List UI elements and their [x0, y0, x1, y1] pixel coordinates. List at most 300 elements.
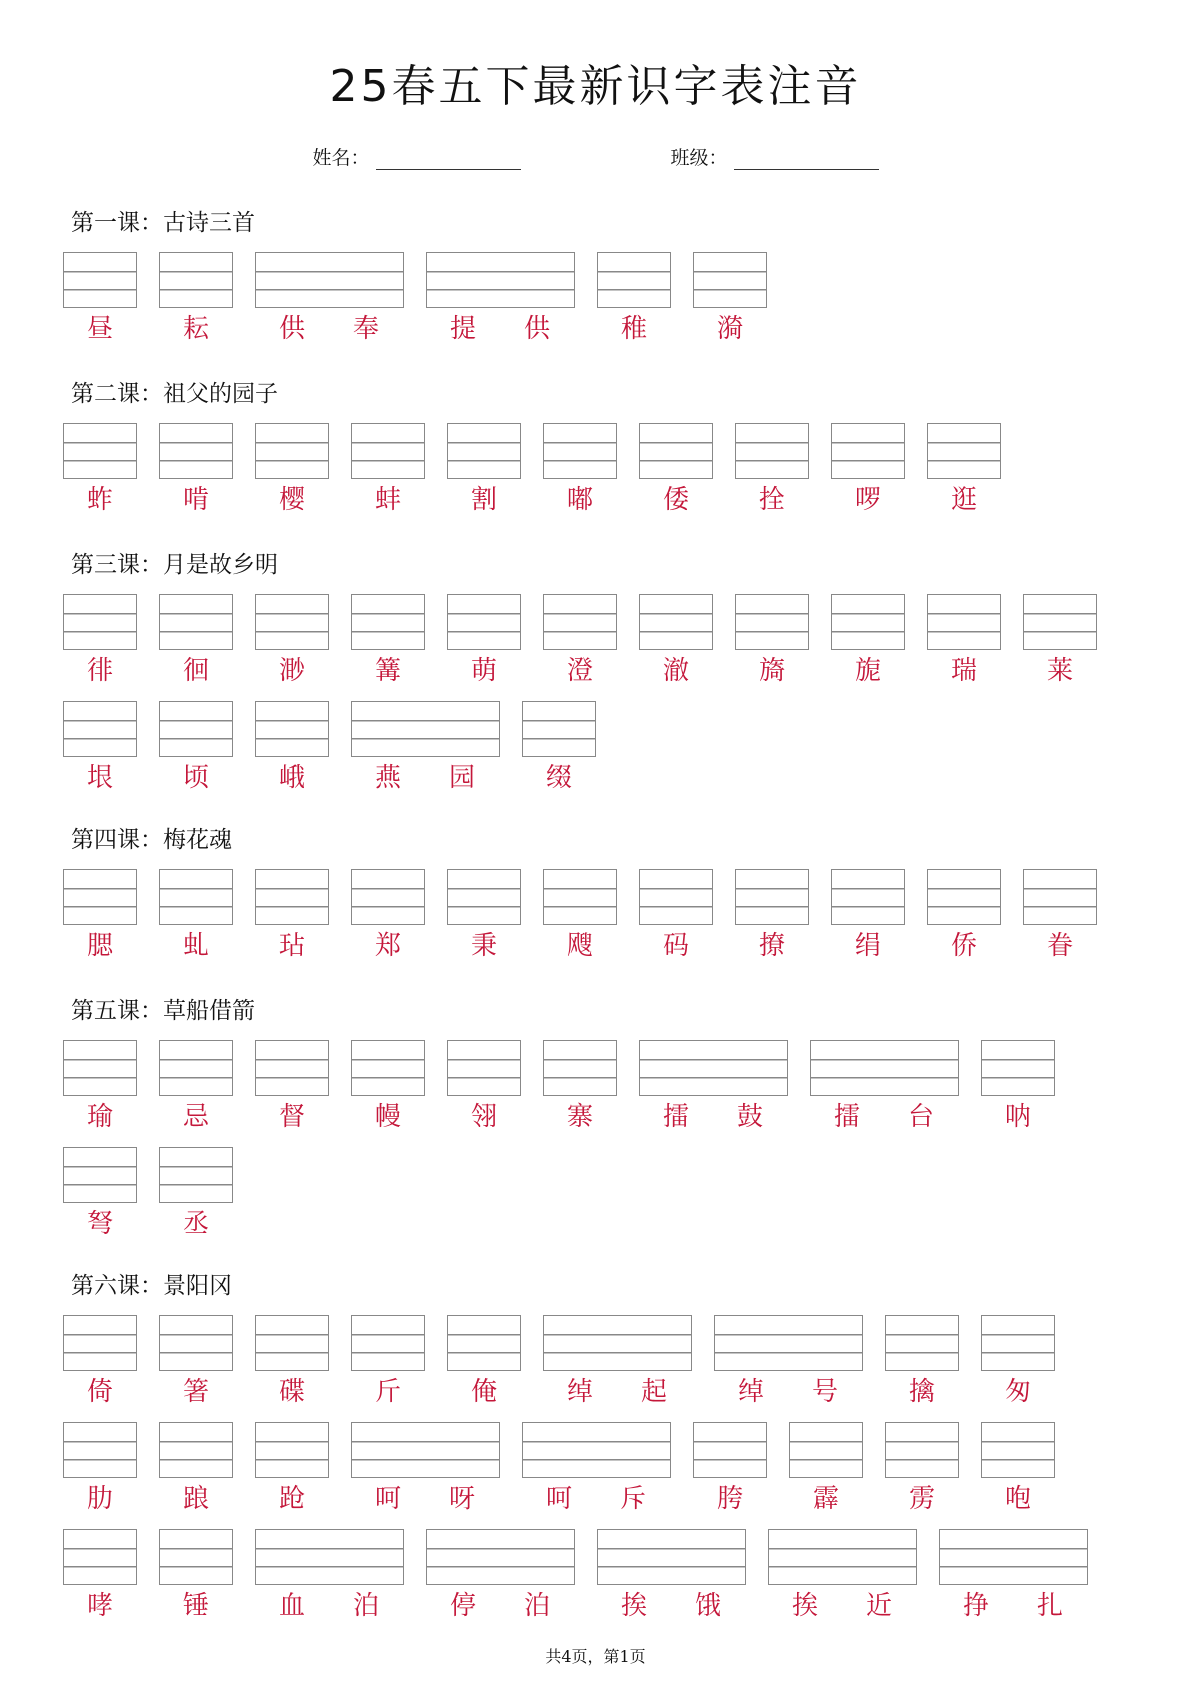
lesson-title: 第三课：月是故乡明 — [71, 552, 278, 578]
lesson-section — [63, 1271, 1088, 1625]
pinyin-writing-box[interactable] — [447, 423, 521, 479]
hanzi-char: 霹 — [812, 1484, 839, 1514]
word-item — [255, 252, 404, 348]
hanzi-char: 弩 — [86, 1209, 113, 1239]
pinyin-writing-box[interactable] — [768, 1529, 917, 1585]
word-chars — [810, 1100, 959, 1136]
word-item — [351, 1040, 425, 1136]
word-row — [63, 1040, 1055, 1136]
word-item — [831, 869, 905, 965]
word-chars — [543, 929, 617, 965]
word-chars — [426, 1589, 575, 1625]
word-chars — [255, 1589, 404, 1625]
word-item — [351, 701, 500, 797]
name-label: 姓名： — [312, 147, 370, 169]
pinyin-writing-box[interactable] — [543, 1040, 617, 1096]
hanzi-char: 哮 — [86, 1591, 113, 1621]
word-chars — [63, 312, 137, 348]
hanzi-char: 嘟 — [566, 485, 593, 515]
word-chars — [927, 654, 1001, 690]
word-item — [597, 1529, 746, 1625]
pinyin-writing-box[interactable] — [255, 1315, 329, 1371]
hanzi-char: 鼓 — [736, 1102, 763, 1132]
word-chars — [255, 929, 329, 965]
word-item — [159, 1422, 233, 1518]
hanzi-char: 秉 — [470, 931, 497, 961]
pinyin-writing-box[interactable] — [351, 1040, 425, 1096]
pinyin-writing-box[interactable] — [159, 701, 233, 757]
student-info — [0, 143, 1191, 170]
lesson-section — [63, 208, 767, 348]
lesson-title: 第一课：古诗三首 — [71, 210, 255, 236]
word-item — [159, 1315, 233, 1411]
hanzi-char: 碟 — [278, 1377, 305, 1407]
word-chars — [63, 1589, 137, 1625]
word-chars — [447, 1375, 521, 1411]
pinyin-writing-box[interactable] — [255, 1422, 329, 1478]
word-item — [351, 869, 425, 965]
hanzi-char: 顷 — [182, 763, 209, 793]
word-chars — [63, 654, 137, 690]
word-chars — [597, 1589, 746, 1625]
pinyin-writing-box[interactable] — [927, 594, 1001, 650]
pinyin-writing-box[interactable] — [159, 1529, 233, 1585]
lesson-title: 第六课：景阳冈 — [71, 1273, 232, 1299]
word-chars — [351, 929, 425, 965]
word-chars — [981, 1100, 1055, 1136]
pinyin-writing-box[interactable] — [735, 423, 809, 479]
word-item — [63, 594, 137, 690]
pinyin-writing-box[interactable] — [693, 252, 767, 308]
word-chars — [426, 312, 575, 348]
word-item — [735, 423, 809, 519]
pinyin-writing-box[interactable] — [522, 701, 596, 757]
pinyin-writing-box[interactable] — [63, 252, 137, 308]
pinyin-writing-box[interactable] — [693, 1422, 767, 1478]
hanzi-char: 燕 — [374, 763, 401, 793]
pinyin-writing-box[interactable] — [543, 869, 617, 925]
pinyin-writing-box[interactable] — [351, 594, 425, 650]
hanzi-char: 啰 — [854, 485, 881, 515]
hanzi-char: 腮 — [86, 931, 113, 961]
pinyin-writing-box[interactable] — [63, 1529, 137, 1585]
hanzi-char: 漪 — [716, 314, 743, 344]
pinyin-writing-box[interactable] — [981, 1040, 1055, 1096]
pinyin-writing-box[interactable] — [159, 252, 233, 308]
word-item — [159, 1147, 233, 1243]
pinyin-writing-box[interactable] — [1023, 594, 1097, 650]
hanzi-char: 踉 — [182, 1484, 209, 1514]
word-row — [63, 423, 1001, 519]
pinyin-writing-box[interactable] — [735, 869, 809, 925]
word-item — [63, 252, 137, 348]
pinyin-writing-box[interactable] — [981, 1422, 1055, 1478]
word-chars — [543, 483, 617, 519]
hanzi-char: 泊 — [523, 1591, 550, 1621]
word-item — [63, 1529, 137, 1625]
word-chars — [831, 929, 905, 965]
word-item — [159, 1040, 233, 1136]
pinyin-writing-box[interactable] — [1023, 869, 1097, 925]
pinyin-writing-box[interactable] — [159, 1040, 233, 1096]
word-item — [522, 1422, 671, 1518]
hanzi-char: 眷 — [1046, 931, 1073, 961]
page-title: 25春五下最新识字表注音 — [329, 61, 862, 112]
pinyin-writing-box[interactable] — [810, 1040, 959, 1096]
pinyin-writing-box[interactable] — [639, 1040, 788, 1096]
pinyin-writing-box[interactable] — [426, 1529, 575, 1585]
hanzi-char: 码 — [662, 931, 689, 961]
name-blank[interactable] — [376, 149, 521, 170]
word-chars — [981, 1482, 1055, 1518]
hanzi-char: 耘 — [182, 314, 209, 344]
pinyin-writing-box[interactable] — [255, 1040, 329, 1096]
word-item — [522, 701, 596, 797]
word-item — [426, 1529, 575, 1625]
word-item — [714, 1315, 863, 1411]
word-chars — [255, 761, 329, 797]
hanzi-char: 斥 — [619, 1484, 646, 1514]
word-row — [63, 252, 767, 348]
hanzi-char: 旎 — [854, 656, 881, 686]
word-item — [447, 594, 521, 690]
hanzi-char: 园 — [448, 763, 475, 793]
word-chars — [639, 1100, 788, 1136]
pinyin-writing-box[interactable] — [159, 1422, 233, 1478]
word-item — [63, 1422, 137, 1518]
word-chars — [543, 1375, 692, 1411]
word-row — [63, 1529, 1088, 1625]
word-item — [597, 252, 671, 348]
lesson-title: 第五课：草船借箭 — [71, 998, 255, 1024]
word-chars — [522, 761, 596, 797]
word-chars — [522, 1482, 671, 1518]
word-item — [351, 1422, 500, 1518]
word-chars — [159, 654, 233, 690]
word-chars — [63, 929, 137, 965]
hanzi-char: 澄 — [566, 656, 593, 686]
word-chars — [159, 1482, 233, 1518]
word-item — [735, 594, 809, 690]
pinyin-writing-box[interactable] — [543, 423, 617, 479]
word-item — [63, 1147, 137, 1243]
hanzi-char: 呵 — [374, 1484, 401, 1514]
pinyin-writing-box[interactable] — [159, 869, 233, 925]
word-item — [1023, 869, 1097, 965]
word-chars — [159, 1375, 233, 1411]
hanzi-char: 箸 — [182, 1377, 209, 1407]
word-chars — [351, 1375, 425, 1411]
word-chars — [351, 1100, 425, 1136]
pinyin-writing-box[interactable] — [159, 1315, 233, 1371]
pinyin-writing-box[interactable] — [597, 252, 671, 308]
hanzi-char: 绰 — [566, 1377, 593, 1407]
pinyin-writing-box[interactable] — [159, 1147, 233, 1203]
pinyin-writing-box[interactable] — [426, 252, 575, 308]
word-item — [927, 423, 1001, 519]
class-field[interactable] — [671, 143, 879, 170]
word-chars — [735, 929, 809, 965]
pinyin-writing-box[interactable] — [447, 869, 521, 925]
word-chars — [255, 312, 404, 348]
hanzi-char: 玷 — [278, 931, 305, 961]
word-item — [351, 423, 425, 519]
hanzi-char: 咆 — [1004, 1484, 1031, 1514]
hanzi-char: 督 — [278, 1102, 305, 1132]
hanzi-char: 扎 — [1036, 1591, 1063, 1621]
word-chars — [159, 483, 233, 519]
word-item — [426, 252, 575, 348]
hanzi-char: 徊 — [182, 656, 209, 686]
pinyin-writing-box[interactable] — [159, 594, 233, 650]
name-field[interactable] — [312, 143, 520, 170]
word-item — [255, 594, 329, 690]
pinyin-writing-box[interactable] — [885, 1315, 959, 1371]
pinyin-writing-box[interactable] — [63, 423, 137, 479]
word-chars — [447, 654, 521, 690]
word-item — [639, 423, 713, 519]
word-item — [639, 594, 713, 690]
hanzi-char: 雳 — [908, 1484, 935, 1514]
hanzi-char: 胯 — [716, 1484, 743, 1514]
pinyin-writing-box[interactable] — [639, 594, 713, 650]
word-chars — [768, 1589, 917, 1625]
pinyin-writing-box[interactable] — [597, 1529, 746, 1585]
hanzi-char: 饿 — [694, 1591, 721, 1621]
word-item — [543, 423, 617, 519]
word-chars — [159, 1589, 233, 1625]
pinyin-writing-box[interactable] — [981, 1315, 1055, 1371]
word-chars — [693, 1482, 767, 1518]
word-item — [159, 252, 233, 348]
word-item — [639, 869, 713, 965]
word-item — [63, 1040, 137, 1136]
pinyin-writing-box[interactable] — [351, 1422, 500, 1478]
lesson-section — [63, 379, 1001, 519]
hanzi-char: 蚌 — [374, 485, 401, 515]
pinyin-writing-box[interactable] — [927, 869, 1001, 925]
word-chars — [831, 654, 905, 690]
word-row — [63, 1422, 1088, 1518]
word-item — [1023, 594, 1097, 690]
word-item — [543, 594, 617, 690]
word-chars — [63, 1207, 137, 1243]
pinyin-writing-box[interactable] — [351, 701, 500, 757]
pinyin-writing-box[interactable] — [831, 869, 905, 925]
pinyin-writing-box[interactable] — [927, 423, 1001, 479]
word-chars — [63, 1100, 137, 1136]
word-chars — [639, 654, 713, 690]
hanzi-char: 澈 — [662, 656, 689, 686]
word-item — [255, 1040, 329, 1136]
word-item — [981, 1422, 1055, 1518]
word-item — [447, 423, 521, 519]
word-chars — [351, 654, 425, 690]
hanzi-char: 萌 — [470, 656, 497, 686]
word-item — [63, 1315, 137, 1411]
word-item — [831, 423, 905, 519]
word-item — [447, 1315, 521, 1411]
word-item — [351, 1315, 425, 1411]
word-item — [63, 869, 137, 965]
word-item — [255, 1422, 329, 1518]
hanzi-char: 斤 — [374, 1377, 401, 1407]
pinyin-writing-box[interactable] — [63, 701, 137, 757]
pinyin-writing-box[interactable] — [255, 701, 329, 757]
word-row — [63, 869, 1097, 965]
word-item — [447, 1040, 521, 1136]
hanzi-char: 稚 — [620, 314, 647, 344]
pinyin-writing-box[interactable] — [255, 869, 329, 925]
word-chars — [447, 483, 521, 519]
lesson-section — [63, 550, 1097, 797]
pinyin-writing-box[interactable] — [447, 594, 521, 650]
hanzi-char: 瑞 — [950, 656, 977, 686]
hanzi-char: 近 — [865, 1591, 892, 1621]
hanzi-char: 呐 — [1004, 1102, 1031, 1132]
pinyin-writing-box[interactable] — [63, 1040, 137, 1096]
hanzi-char: 渺 — [278, 656, 305, 686]
word-item — [351, 594, 425, 690]
pinyin-writing-box[interactable] — [63, 869, 137, 925]
pinyin-writing-box[interactable] — [159, 423, 233, 479]
pinyin-writing-box[interactable] — [63, 1315, 137, 1371]
pinyin-writing-box[interactable] — [447, 1315, 521, 1371]
hanzi-char: 寨 — [566, 1102, 593, 1132]
word-item — [159, 423, 233, 519]
word-item — [939, 1529, 1088, 1625]
hanzi-char: 供 — [523, 314, 550, 344]
word-chars — [639, 483, 713, 519]
hanzi-char: 倚 — [86, 1377, 113, 1407]
word-item — [927, 869, 1001, 965]
pinyin-writing-box[interactable] — [351, 869, 425, 925]
hanzi-char: 峨 — [278, 763, 305, 793]
pinyin-writing-box[interactable] — [351, 1315, 425, 1371]
word-chars — [255, 1100, 329, 1136]
lesson-title: 第二课：祖父的园子 — [71, 381, 278, 407]
pinyin-writing-box[interactable] — [63, 1422, 137, 1478]
lesson-section — [63, 825, 1097, 965]
hanzi-char: 倭 — [662, 485, 689, 515]
word-chars — [351, 1482, 500, 1518]
word-item — [159, 1529, 233, 1625]
hanzi-char: 肋 — [86, 1484, 113, 1514]
pinyin-writing-box[interactable] — [939, 1529, 1088, 1585]
word-item — [693, 1422, 767, 1518]
hanzi-char: 幔 — [374, 1102, 401, 1132]
pinyin-writing-box[interactable] — [639, 869, 713, 925]
word-chars — [351, 483, 425, 519]
word-row — [63, 594, 1097, 690]
word-chars — [159, 312, 233, 348]
pinyin-writing-box[interactable] — [831, 423, 905, 479]
hanzi-char: 呀 — [448, 1484, 475, 1514]
hanzi-char: 擂 — [833, 1102, 860, 1132]
pinyin-writing-box[interactable] — [447, 1040, 521, 1096]
pinyin-writing-box[interactable] — [522, 1422, 671, 1478]
hanzi-char: 号 — [811, 1377, 838, 1407]
word-item — [255, 1529, 404, 1625]
word-chars — [1023, 654, 1097, 690]
word-chars — [447, 929, 521, 965]
pinyin-writing-box[interactable] — [735, 594, 809, 650]
word-chars — [735, 654, 809, 690]
word-chars — [1023, 929, 1097, 965]
word-item — [159, 869, 233, 965]
word-chars — [255, 1482, 329, 1518]
lesson-title: 第四课：梅花魂 — [71, 827, 232, 853]
hanzi-char: 绢 — [854, 931, 881, 961]
hanzi-char: 郑 — [374, 931, 401, 961]
word-chars — [159, 1207, 233, 1243]
word-chars — [939, 1589, 1088, 1625]
word-item — [159, 701, 233, 797]
word-row — [63, 701, 1097, 797]
word-item — [735, 869, 809, 965]
word-item — [927, 594, 1001, 690]
hanzi-char: 挨 — [791, 1591, 818, 1621]
pinyin-writing-box[interactable] — [255, 423, 329, 479]
word-item — [543, 1040, 617, 1136]
pinyin-writing-box[interactable] — [63, 594, 137, 650]
word-item — [63, 701, 137, 797]
hanzi-char: 丞 — [182, 1209, 209, 1239]
pinyin-writing-box[interactable] — [885, 1422, 959, 1478]
word-chars — [543, 654, 617, 690]
pinyin-writing-box[interactable] — [543, 1315, 692, 1371]
word-chars — [981, 1375, 1055, 1411]
word-chars — [159, 929, 233, 965]
lesson-section — [63, 996, 1055, 1243]
hanzi-char: 昼 — [86, 314, 113, 344]
word-item — [810, 1040, 959, 1136]
hanzi-char: 虬 — [182, 931, 209, 961]
pinyin-writing-box[interactable] — [255, 594, 329, 650]
hanzi-char: 篝 — [374, 656, 401, 686]
pinyin-writing-box[interactable] — [351, 423, 425, 479]
word-chars — [159, 761, 233, 797]
pinyin-writing-box[interactable] — [831, 594, 905, 650]
word-chars — [255, 1375, 329, 1411]
hanzi-char: 跄 — [278, 1484, 305, 1514]
pinyin-writing-box[interactable] — [255, 1529, 404, 1585]
hanzi-char: 泊 — [352, 1591, 379, 1621]
pinyin-writing-box[interactable] — [639, 423, 713, 479]
word-chars — [885, 1375, 959, 1411]
pinyin-writing-box[interactable] — [63, 1147, 137, 1203]
word-row — [63, 1315, 1088, 1411]
hanzi-char: 奉 — [352, 314, 379, 344]
word-chars — [789, 1482, 863, 1518]
word-item — [981, 1315, 1055, 1411]
class-blank[interactable] — [734, 149, 879, 170]
hanzi-char: 啃 — [182, 485, 209, 515]
pinyin-writing-box[interactable] — [789, 1422, 863, 1478]
hanzi-char: 拴 — [758, 485, 785, 515]
hanzi-char: 停 — [449, 1591, 476, 1621]
pinyin-writing-box[interactable] — [543, 594, 617, 650]
word-chars — [693, 312, 767, 348]
pinyin-writing-box[interactable] — [255, 252, 404, 308]
word-item — [693, 252, 767, 348]
word-item — [255, 423, 329, 519]
pinyin-writing-box[interactable] — [714, 1315, 863, 1371]
hanzi-char: 撩 — [758, 931, 785, 961]
hanzi-char: 缀 — [545, 763, 572, 793]
hanzi-char: 提 — [449, 314, 476, 344]
hanzi-char: 擂 — [662, 1102, 689, 1132]
